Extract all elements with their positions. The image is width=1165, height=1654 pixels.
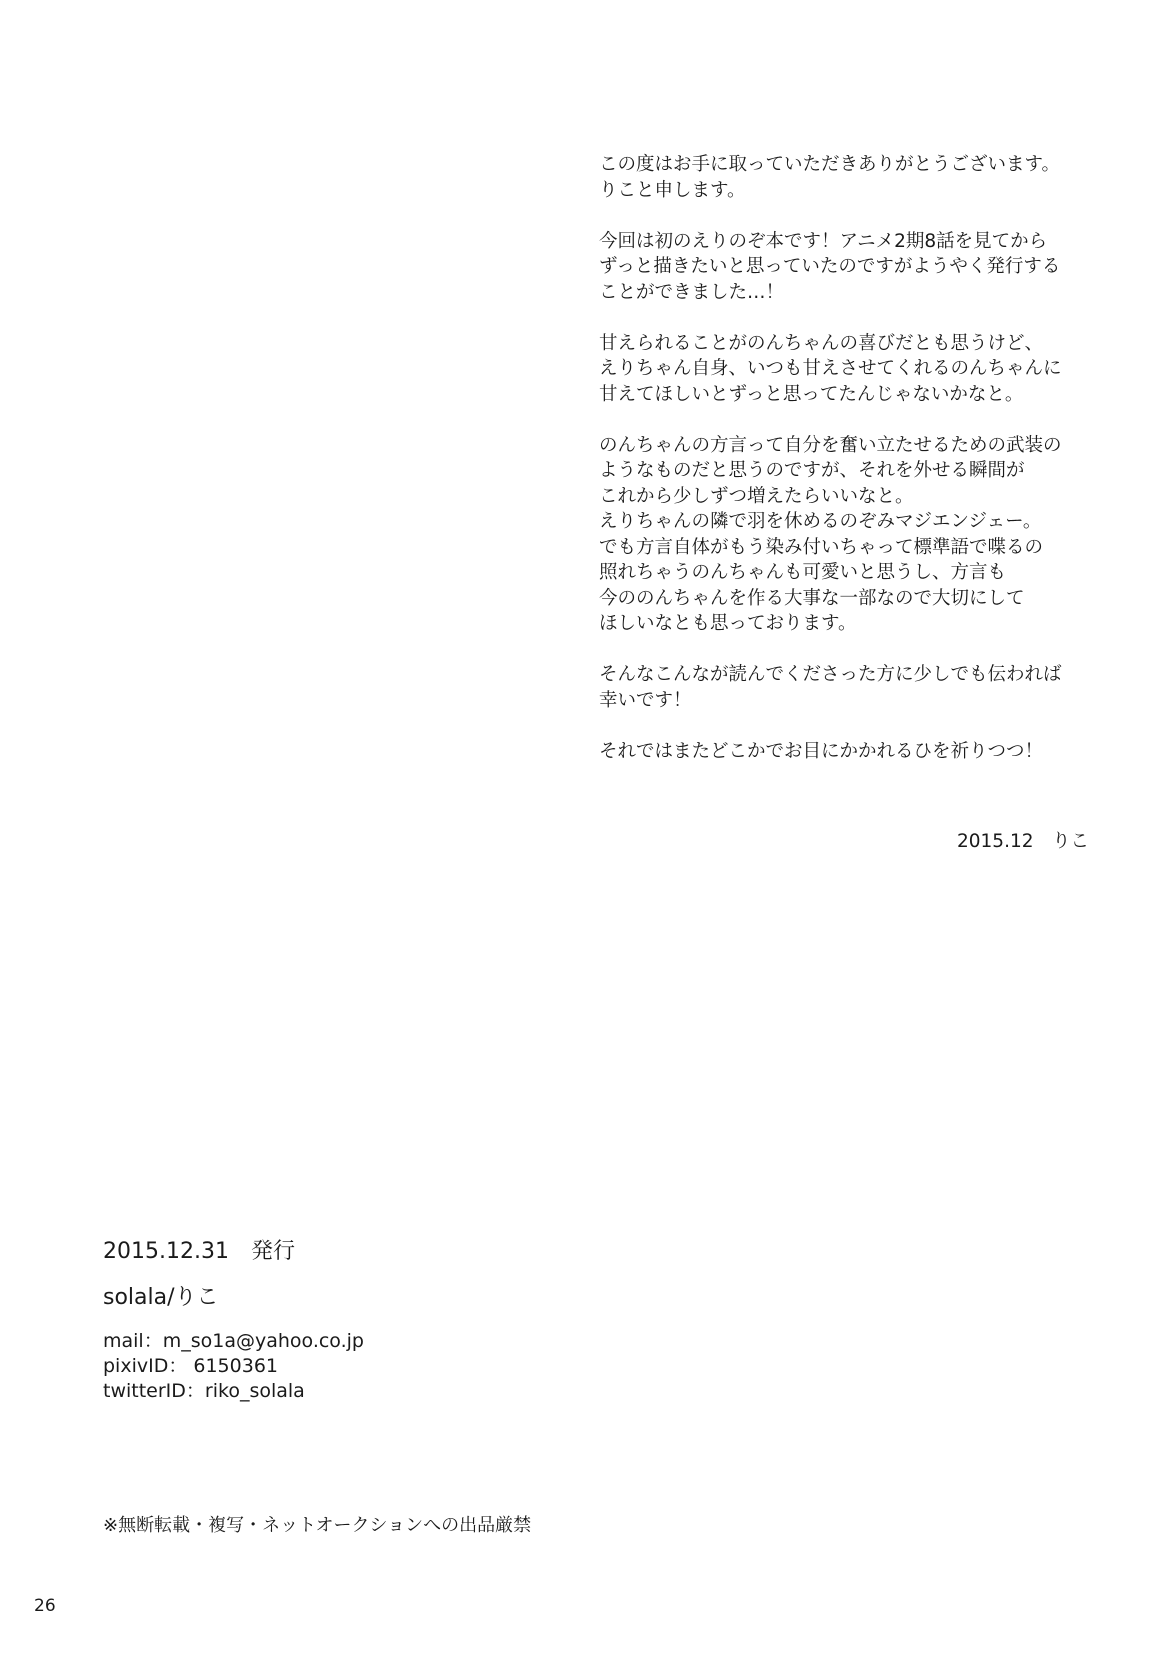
afterword-line: のんちゃんの方言って自分を奮い立たせるための武装の xyxy=(599,434,1062,456)
afterword-line: そんなこんなが読んでくださった方に少しでも伝われば xyxy=(599,664,1062,685)
afterword-signoff: 2015.12 りこ xyxy=(956,831,1089,852)
afterword-line: ことができました…！ xyxy=(599,281,785,303)
afterword-line: この度はお手に取っていただきありがとうございます。 xyxy=(599,154,1061,175)
colophon xyxy=(103,1237,603,1404)
afterword-line: 甘えられることがのんちゃんの喜びだとも思うけど、 xyxy=(599,332,1044,354)
afterword-line: 今ののんちゃんを作る大事な一部なので大切にして xyxy=(599,587,1025,609)
afterword-line: 幸いです！ xyxy=(599,689,692,711)
contact-info xyxy=(103,1329,603,1404)
afterword-line: ようなものだと思うのですが、それを外せる瞬間が xyxy=(599,460,1025,481)
afterword-line: えりちゃん自身、いつも甘えさせてくれるのんちゃんに xyxy=(599,358,1062,379)
publication-date: 2015.12.31 発行 xyxy=(103,1239,295,1264)
afterword xyxy=(599,152,1099,790)
contact-twitter: twitterID：riko_solala xyxy=(103,1380,305,1402)
circle-author: solala/りこ xyxy=(103,1285,219,1310)
afterword-line: それではまたどこかでお目にかかれるひを祈りつつ！ xyxy=(599,740,1044,762)
afterword-paragraph-dialect xyxy=(599,433,1099,637)
afterword-paragraph-intro xyxy=(599,229,1099,306)
afterword-paragraph-wish xyxy=(599,662,1099,713)
afterword-line: ほしいなとも思っております。 xyxy=(599,613,857,634)
afterword-line: 照れちゃうのんちゃんも可愛いと思うし、方言も xyxy=(599,562,1007,583)
afterword-line: これから少しずつ増えたらいいなと。 xyxy=(599,485,914,507)
contact-pixiv: pixivID： 6150361 xyxy=(103,1355,278,1377)
afterword-line: 今回は初のえりのぞ本です！アニメ2期8話を見てから xyxy=(599,230,1048,252)
afterword-line: ずっと描きたいと思っていたのですがようやく発行する xyxy=(599,256,1061,277)
afterword-paragraph-closing xyxy=(599,739,1099,765)
afterword-paragraph-thoughts xyxy=(599,331,1099,408)
afterword-line: でも方言自体がもう染み付いちゃって標準語で喋るの xyxy=(599,536,1044,558)
afterword-paragraph-greeting xyxy=(599,152,1099,203)
afterword-line: 甘えてほしいとずっと思ってたんじゃないかなと。 xyxy=(599,383,1024,405)
contact-mail: mail：m_so1a@yahoo.co.jp xyxy=(103,1330,364,1352)
reproduction-notice: ※無断転載・複写・ネットオークションへの出品厳禁 xyxy=(103,1515,532,1536)
afterword-line: えりちゃんの隣で羽を休めるのぞみマジエンジェー。 xyxy=(599,511,1042,532)
afterword-line: りこと申します。 xyxy=(599,179,746,201)
page-number: 26 xyxy=(34,1596,56,1616)
